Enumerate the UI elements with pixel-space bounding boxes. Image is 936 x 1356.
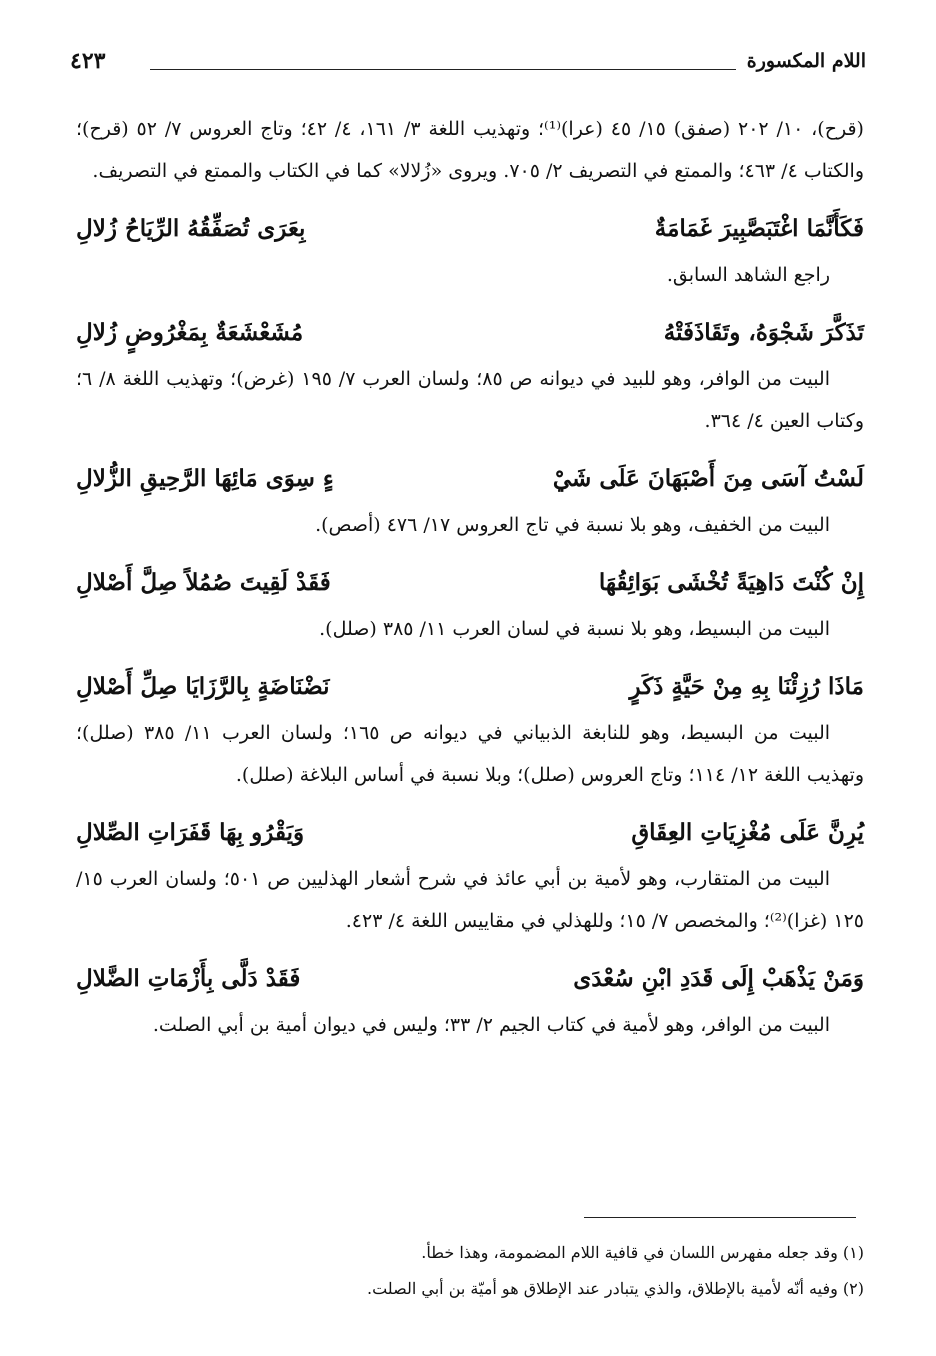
verse-line: [76, 308, 864, 358]
main-text: [76, 108, 864, 1046]
commentary-paragraph: (قرح)، ١٠/ ٢٠٢ (صفق) ١٥/ ٤٥ (عرا)⁽¹⁾؛ وتهذيب اللغة ٣/ ١٦١، ٤/ ٤٢؛ وتاج العروس ٧/ ٥٢ (قرح)؛ والكتاب ٤/ ٤٦٣؛ والممتع في التصريف ٢/ ٧٠٥. ويروى «زُلالا» كما في الكتاب والممتع في التصريف.: [76, 118, 864, 182]
verse-second-hemistich: مُشَعْشَعَةٌ بِمَغْرُوضٍ زُلالِ: [76, 319, 304, 346]
commentary-paragraph: البيت من البسيط، وهو للنابغة الذبياني في ديوانه ص ١٦٥؛ ولسان العرب ١١/ ٣٨٥ (صلل)؛ وتهذيب اللغة ١٢/ ١١٤؛ وتاج العروس (صلل)؛ وبلا نسبة في أساس البلاغة (صلل).: [76, 722, 864, 786]
footnote: (٢) وفيه أنّه لأمية بالإطلاق، والذي يتبادر عند الإطلاق هو أميّة بن أبي الصلت.: [367, 1279, 864, 1298]
verse-line: [76, 662, 864, 712]
footnote: (١) وقد جعله مفهرس اللسان في قافية اللام المضمومة، وهذا خطأ.: [421, 1243, 864, 1262]
commentary-paragraph: البيت من المتقارب، وهو لأمية بن أبي عائذ في شرح أشعار الهذليين ص ٥٠١؛ ولسان العرب ١٥/ ١٢٥ (غزا)⁽²⁾؛ والمخصص ٧/ ١٥؛ وللهذلي في مقاييس اللغة ٤/ ٤٢٣.: [76, 868, 864, 932]
footnotes: [84, 1235, 864, 1307]
verse-line: [76, 454, 864, 504]
commentary-paragraph: البيت من الوافر، وهو للبيد في ديوانه ص ٨٥؛ ولسان العرب ٧/ ١٩٥ (غرض)؛ وتهذيب اللغة ٨/ ٦؛ وكتاب العين ٤/ ٣٦٤.: [76, 368, 864, 432]
verse-first-hemistich: وَمَنْ يَذْهَبْ إِلَى قَدَدِ ابْنِ سُعْدَى: [573, 965, 864, 992]
page-header: [70, 48, 866, 88]
verse-line: [76, 204, 864, 254]
verse-second-hemistich: وَيَقْرُو بِهَا قَفَرَاتِ الصِّلالِ: [76, 819, 305, 846]
running-title: اللام المكسورة: [746, 50, 866, 72]
verse-first-hemistich: إِنْ كُنْتَ دَاهِيَةً تُخْشَى بَوَائِقُهَا: [598, 569, 864, 596]
footnote-separator: [584, 1217, 856, 1218]
verse-second-hemistich: بِعَرَى تُصَفِّقُهُ الرِّيَاحُ زُلالِ: [76, 215, 306, 242]
verse-line: [76, 558, 864, 608]
verse-line: [76, 954, 864, 1004]
verse-first-hemistich: فَكَأَنَّمَا اغْتَبَصَّبِيرَ غَمَامَةٌ: [654, 215, 864, 242]
commentary-paragraph: البيت من الوافر، وهو لأمية في كتاب الجيم ٢/ ٣٣؛ وليس في ديوان أمية بن أبي الصلت.: [152, 1014, 830, 1036]
verse-second-hemistich: فَقَدْ دَلَّى بِأَزْمَاتِ الضَّلالِ: [76, 965, 301, 992]
verse-second-hemistich: نَضْنَاضَةٍ بِالرَّزَايَا صِلِّ أَصْلالِ: [76, 673, 330, 700]
verse-second-hemistich: فَقَدْ لَقِيتَ صُمُلاً صِلَّ أَصْلالِ: [76, 569, 331, 596]
verse-first-hemistich: لَسْتُ آسَى مِنَ أَصْبَهَانَ عَلَى شَيْ: [552, 465, 864, 492]
verse-first-hemistich: تَذَكَّرَ شَجْوَهُ، وتَقَاذَفَتْهُ: [663, 319, 864, 346]
header-rule: [150, 69, 736, 70]
page-number: ٤٢٣: [70, 48, 106, 74]
verse-first-hemistich: مَاذَا رُزِئْنَا بِهِ مِنْ حَيَّةٍ ذَكَرٍ: [629, 673, 864, 700]
commentary-paragraph: البيت من البسيط، وهو بلا نسبة في لسان العرب ١١/ ٣٨٥ (صلل).: [319, 618, 830, 640]
commentary-paragraph: راجع الشاهد السابق.: [666, 264, 830, 286]
commentary-paragraph: البيت من الخفيف، وهو بلا نسبة في تاج العروس ١٧/ ٤٧٦ (أصص).: [315, 514, 830, 536]
verse-line: [76, 808, 864, 858]
verse-first-hemistich: يُرِنَّ عَلَى مُغْزِيَاتِ العِقَاقِ: [631, 819, 864, 846]
verse-second-hemistich: ءٍ سِوَى مَائِهَا الرَّحِيقِ الزُّلالِ: [76, 465, 334, 492]
